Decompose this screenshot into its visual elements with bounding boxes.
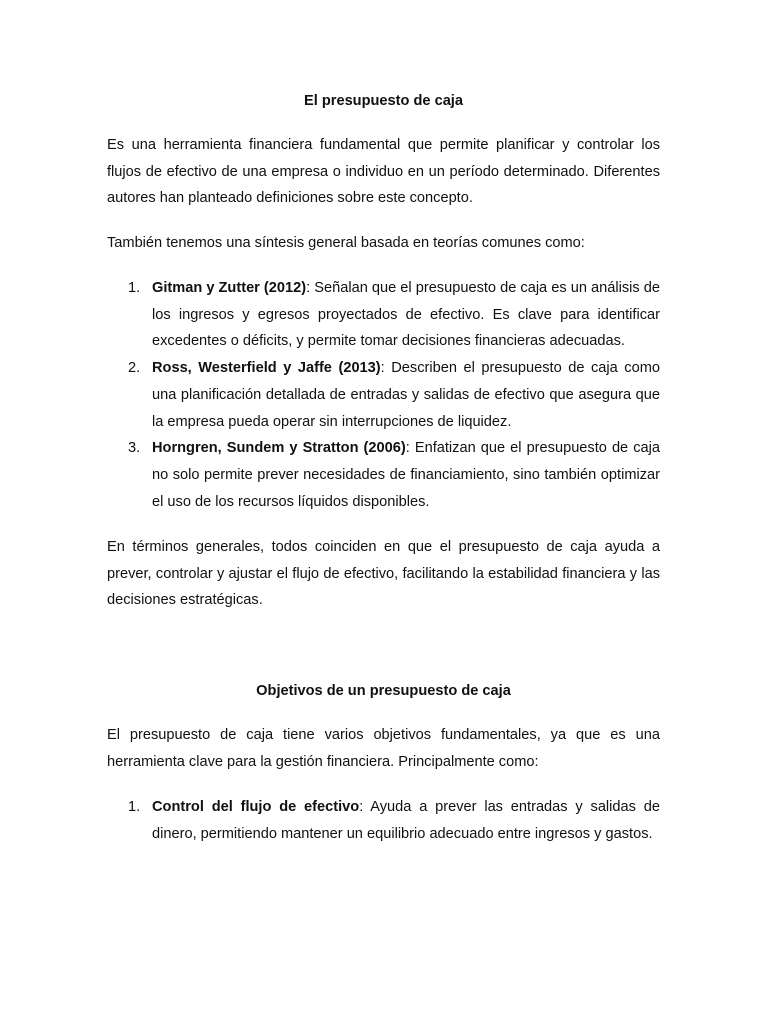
list-item xyxy=(107,435,660,515)
list-number: 1. xyxy=(128,280,141,296)
section-2-intro: El presupuesto de caja tiene varios objetivos fundamentales, ya que es una herramienta clave para la gestión financiera. Principalmente como: xyxy=(107,727,660,770)
objective-term: Control del flujo de efectivo xyxy=(152,799,360,815)
author-term: Ross, Westerfield y Jaffe (2013) xyxy=(152,360,381,377)
author-description: : Enfatizan que el presupuesto de caja no solo permite prever necesidades de financiamiento, sino también optimizar el uso de los recursos líquidos disponibles. xyxy=(152,440,660,510)
objectives-list xyxy=(107,794,660,847)
section-1-title: El presupuesto de caja xyxy=(304,93,463,109)
author-term: Horngren, Sundem y Stratton (2006) xyxy=(152,440,406,457)
list-number: 1. xyxy=(128,799,141,815)
author-description: : Señalan que el presupuesto de caja es un análisis de los ingresos y egresos proyectados de efectivo. Es clave para identificar excedentes o déficits, y permite tomar decisiones financieras adecuadas. xyxy=(152,280,660,350)
objective-description: : Ayuda a prever las entradas y salidas de dinero, permitiendo mantener un equilibrio adecuado entre ingresos y gastos. xyxy=(152,799,660,842)
authors-list xyxy=(107,275,660,515)
author-term: Gitman y Zutter (2012) xyxy=(152,280,307,296)
author-description: : Describen el presupuesto de caja como una planificación detallada de entradas y salidas de efectivo que asegura que la empresa pueda operar sin interrupciones de liquidez. xyxy=(152,360,660,430)
list-number: 3. xyxy=(128,440,141,457)
section-1-conclusion: En términos generales, todos coinciden en que el presupuesto de caja ayuda a prever, controlar y ajustar el flujo de efectivo, facilitando la estabilidad financiera y las decisiones estratégicas. xyxy=(107,539,660,609)
section-1-lead: También tenemos una síntesis general basada en teorías comunes como: xyxy=(107,235,585,251)
list-number: 2. xyxy=(128,360,141,377)
list-item xyxy=(107,355,660,435)
list-item xyxy=(107,275,660,355)
section-2-title: Objetivos de un presupuesto de caja xyxy=(256,683,511,699)
list-item xyxy=(107,794,660,847)
section-1-intro: Es una herramienta financiera fundamental que permite planificar y controlar los flujos de efectivo de una empresa o individuo en un período determinado. Diferentes autores han planteado definiciones sobre este concepto. xyxy=(107,137,660,207)
